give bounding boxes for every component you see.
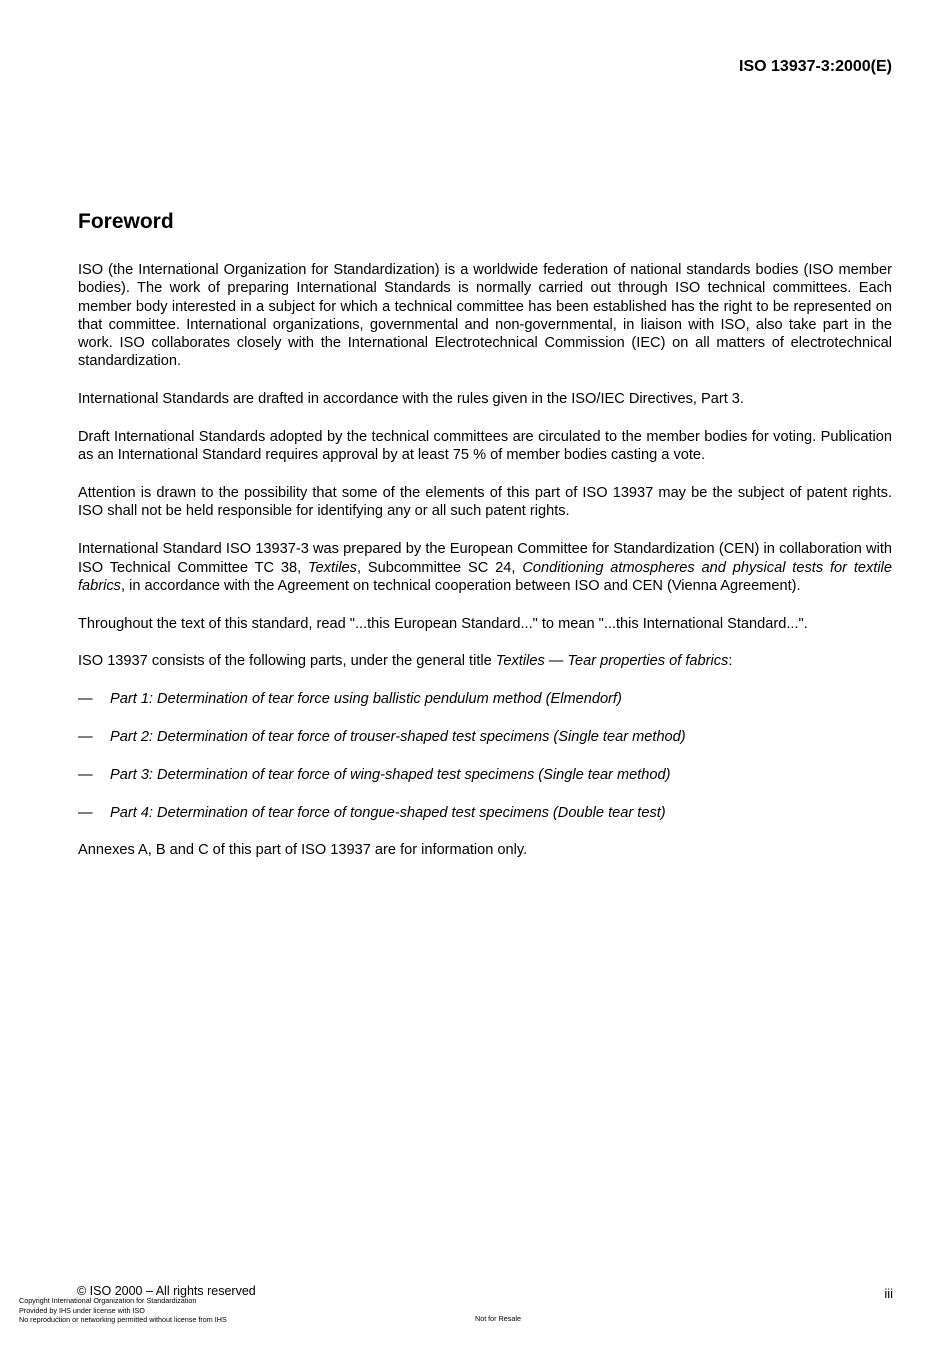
part-title: Part 3: Determination of tear force of wing-shaped test specimens (Single tear method) [110,766,671,783]
license-line: No reproduction or networking permitted without license from IHS [19,1315,227,1325]
license-line: Provided by IHS under license with ISO [19,1305,145,1315]
page-title: Foreword [78,210,174,233]
paragraph-iso-intro: ISO (the International Organization for Standardization) is a worldwide federation of national standards bodies (ISO member bodies). The work of preparing International Standards is normally carried out through ISO technical committees. Each member body interested in a subject for which a technical committee has been established has the right to be represented on that committee. International organizations, governmental and non-governmental, in liaison with ISO, also take part in the work. ISO collaborates closely with the International Electrotechnical Commission (IEC) on all matters of electrotechnical standardization. [78,262,892,370]
list-item-part-4 [78,804,892,822]
part-title: Part 4: Determination of tear force of tongue-shaped test specimens (Double tear test) [110,804,666,821]
list-item-part-2 [78,728,892,746]
preparation-subcommittee-name: Conditioning atmospheres and physical tests for textile fabrics [78,559,892,594]
paragraph-terminology: Throughout the text of this standard, read "...this European Standard..." to mean "...this International Standard...". [78,615,808,632]
general-title: Textiles — Tear properties of fabrics [495,653,729,670]
paragraph-annexes: Annexes A, B and C of this part of ISO 13937 are for information only. [78,842,528,859]
parts-intro-text: ISO 13937 consists of the following parts, under the general title [78,653,496,670]
not-for-resale-notice: Not for Resale [475,1314,521,1323]
preparation-committee-name: Textiles [308,559,357,576]
list-dash: — [78,804,93,821]
list-dash: — [78,766,93,783]
list-item-part-1 [78,690,892,708]
list-item-part-3 [78,766,892,784]
license-notice [19,1296,227,1325]
footer-copyright: © ISO 2000 – All rights reserved [77,1284,256,1298]
parts-list [78,690,892,822]
foreword-body [78,261,892,879]
document-id: ISO 13937-3:2000(E) [739,58,892,75]
paragraph-preparation [78,540,892,595]
list-dash: — [78,729,93,746]
license-line: Copyright International Organization for Standardization [19,1296,197,1305]
parts-intro-colon: : [728,653,733,670]
paragraph-parts-intro [78,652,892,670]
part-title: Part 2: Determination of tear force of trouser-shaped test specimens (Single tear method) [110,729,686,746]
paragraph-draft-standards: Draft International Standards adopted by the technical committees are circulated to the member bodies for voting. Publication as an International Standard requires approval by at least 75 % of member bodies casting a vote. [78,429,892,464]
paragraph-patent-rights: Attention is drawn to the possibility that some of the elements of this part of ISO 13937 may be the subject of patent rights. ISO shall not be held responsible for identifying any or all such patent rights. [78,485,892,520]
list-dash: — [78,691,93,708]
preparation-text-2: , Subcommittee SC 24, [356,559,523,576]
part-title: Part 1: Determination of tear force using ballistic pendulum method (Elmendorf) [110,691,622,708]
page-number: iii [884,1286,893,1301]
preparation-text-3: , in accordance with the Agreement on technical cooperation between ISO and CEN (Vienna Agreement). [120,577,801,594]
paragraph-directives: International Standards are drafted in accordance with the rules given in the ISO/IEC Directives, Part 3. [78,391,744,408]
preparation-text-1: International Standard ISO 13937-3 was prepared by the European Committee for Standardization (CEN) in collaboration with ISO Technical Committee TC 38, [78,541,892,576]
